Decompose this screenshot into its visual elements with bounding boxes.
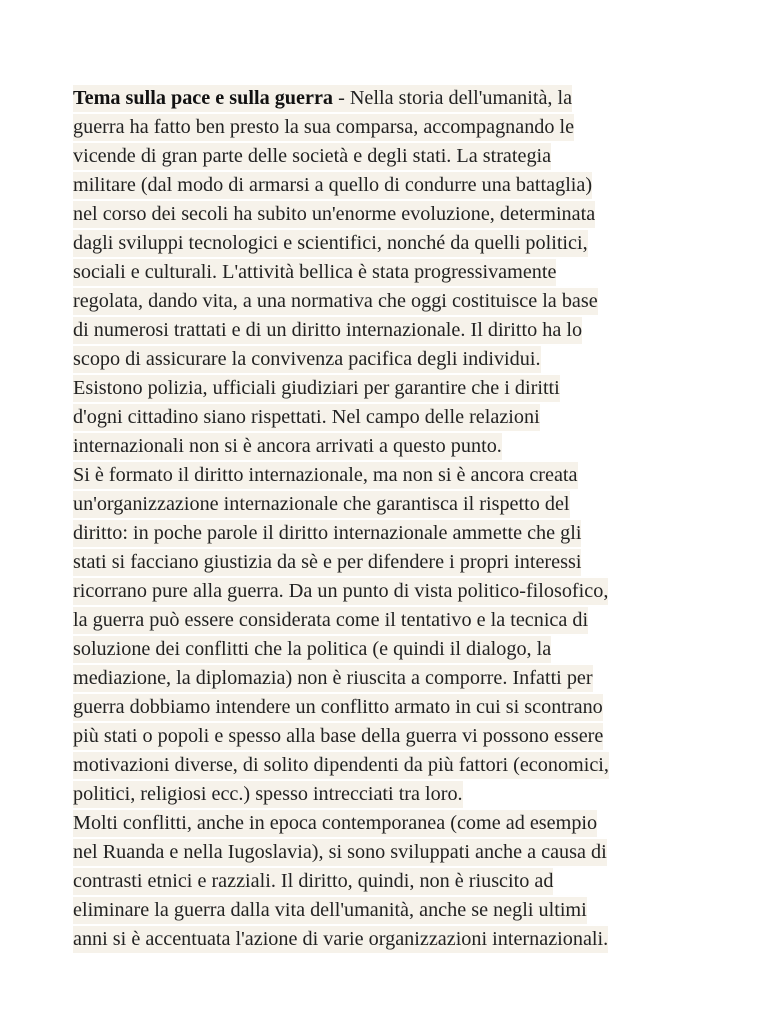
text-line-content: politici, religiosi ecc.) spesso intrecciati tra loro. bbox=[73, 781, 463, 808]
text-line-content: Esistono polizia, ufficiali giudiziari per garantire che i diritti bbox=[73, 375, 560, 402]
text-line bbox=[73, 461, 693, 490]
text-line bbox=[73, 316, 693, 345]
text-line bbox=[73, 693, 693, 722]
text-line bbox=[73, 722, 693, 751]
text-line bbox=[73, 664, 693, 693]
text-line-content: d'ogni cittadino siano rispettati. Nel campo delle relazioni bbox=[73, 404, 540, 431]
text-line bbox=[73, 490, 693, 519]
text-line bbox=[73, 200, 693, 229]
text-line bbox=[73, 809, 693, 838]
text-line bbox=[73, 635, 693, 664]
text-line-content: nel corso dei secoli ha subito un'enorme evoluzione, determinata bbox=[73, 201, 595, 228]
text-line bbox=[73, 751, 693, 780]
document-body bbox=[73, 84, 693, 954]
text-line-content: stati si facciano giustizia da sè e per difendere i propri interessi bbox=[73, 549, 581, 576]
text-line-content: eliminare la guerra dalla vita dell'umanità, anche se negli ultimi bbox=[73, 897, 587, 924]
text-line bbox=[73, 577, 693, 606]
text-line-content: più stati o popoli e spesso alla base della guerra vi possono essere bbox=[73, 723, 603, 750]
text-line bbox=[73, 606, 693, 635]
text-line-content: motivazioni diverse, di solito dipendenti da più fattori (economici, bbox=[73, 752, 609, 779]
text-line-content: guerra dobbiamo intendere un conflitto armato in cui si scontrano bbox=[73, 694, 603, 721]
text-line-content: anni si è accentuata l'azione di varie organizzazioni internazionali. bbox=[73, 926, 608, 953]
text-line bbox=[73, 171, 693, 200]
text-line-content: mediazione, la diplomazia) non è riuscita a comporre. Infatti per bbox=[73, 665, 593, 692]
text-line-content: dagli sviluppi tecnologici e scientifici, nonché da quelli politici, bbox=[73, 230, 588, 257]
text-line-content: - Nella storia dell'umanità, la bbox=[333, 87, 573, 109]
text-line bbox=[73, 867, 693, 896]
text-line-content: soluzione dei conflitti che la politica (e quindi il dialogo, la bbox=[73, 636, 551, 663]
text-line bbox=[73, 84, 693, 113]
text-line bbox=[73, 258, 693, 287]
text-line-content: ricorrano pure alla guerra. Da un punto di vista politico-filosofico, bbox=[73, 578, 608, 605]
text-line bbox=[73, 403, 693, 432]
text-line-content: guerra ha fatto ben presto la sua comparsa, accompagnando le bbox=[73, 114, 574, 141]
text-line-content: contrasti etnici e razziali. Il diritto, quindi, non è riuscito ad bbox=[73, 868, 553, 895]
text-line-content: diritto: in poche parole il diritto internazionale ammette che gli bbox=[73, 520, 581, 547]
text-line-content: di numerosi trattati e di un diritto internazionale. Il diritto ha lo bbox=[73, 317, 582, 344]
text-line bbox=[73, 838, 693, 867]
text-line bbox=[73, 345, 693, 374]
text-line bbox=[73, 113, 693, 142]
text-line bbox=[73, 519, 693, 548]
text-line-content: internazionali non si è ancora arrivati a questo punto. bbox=[73, 433, 502, 460]
text-line-content: regolata, dando vita, a una normativa che oggi costituisce la base bbox=[73, 288, 598, 315]
text-line bbox=[73, 925, 693, 954]
text-line bbox=[73, 896, 693, 925]
text-line bbox=[73, 287, 693, 316]
text-line-content: nel Ruanda e nella Iugoslavia), si sono sviluppati anche a causa di bbox=[73, 839, 607, 866]
text-line-content: la guerra può essere considerata come il tentativo e la tecnica di bbox=[73, 607, 588, 634]
text-line bbox=[73, 374, 693, 403]
text-line-content: Molti conflitti, anche in epoca contemporanea (come ad esempio bbox=[73, 810, 597, 837]
text-line bbox=[73, 432, 693, 461]
text-line bbox=[73, 548, 693, 577]
text-line-content: Si è formato il diritto internazionale, ma non si è ancora creata bbox=[73, 462, 578, 489]
text-line-content: vicende di gran parte delle società e degli stati. La strategia bbox=[73, 143, 551, 170]
text-line bbox=[73, 229, 693, 258]
text-line-content: un'organizzazione internazionale che garantisca il rispetto del bbox=[73, 491, 570, 518]
text-line bbox=[73, 780, 693, 809]
document-title: Tema sulla pace e sulla guerra bbox=[73, 87, 334, 109]
text-line-content: sociali e culturali. L'attività bellica è stata progressivamente bbox=[73, 259, 556, 286]
text-line-content: militare (dal modo di armarsi a quello di condurre una battaglia) bbox=[73, 172, 592, 199]
text-line-content: scopo di assicurare la convivenza pacifica degli individui. bbox=[73, 346, 541, 373]
text-line bbox=[73, 142, 693, 171]
